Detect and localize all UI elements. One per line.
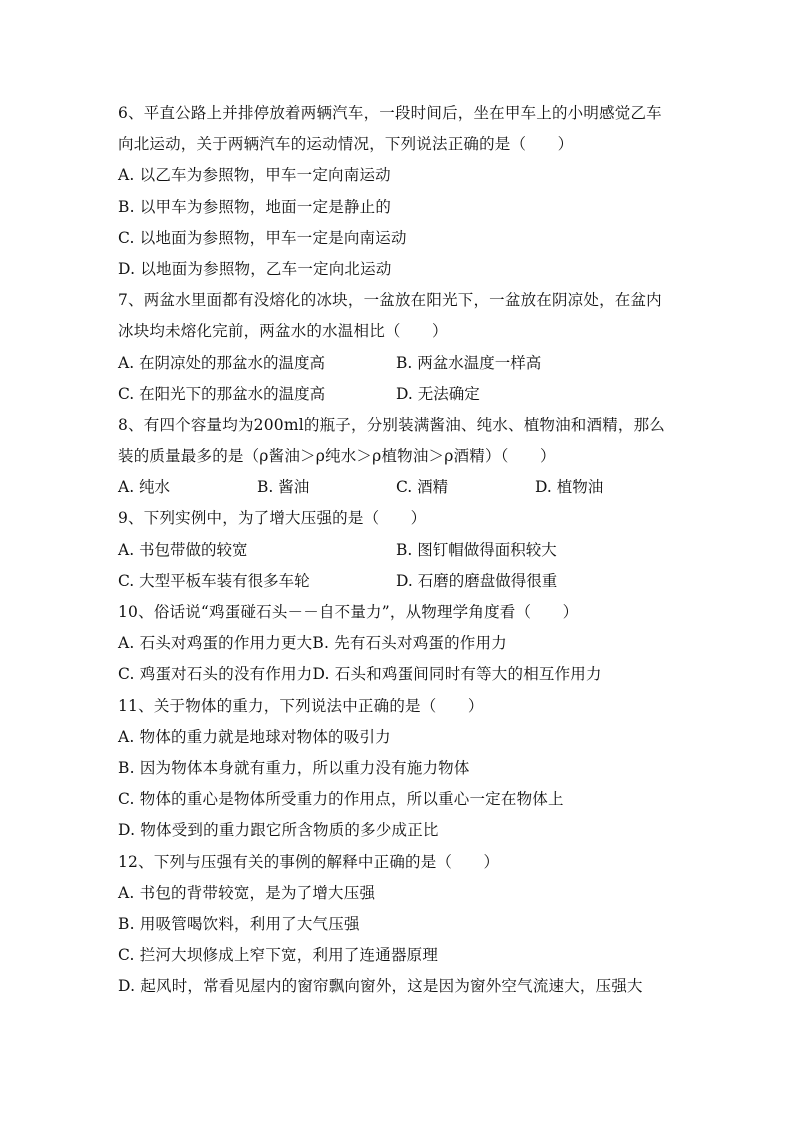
question-11-option-a: A. 物体的重力就是地球对物体的吸引力 (118, 727, 391, 746)
question-12-option-a: A. 书包的背带较宽，是为了增大压强 (118, 883, 376, 902)
question-6-option-c: C. 以地面为参照物，甲车一定是向南运动 (118, 228, 407, 247)
question-12-option-d: D. 起风时，常看见屋内的窗帘飘向窗外，这是因为窗外空气流速大，压强大 (118, 977, 643, 996)
question-10-stem: 10、俗话说“鸡蛋碰石头－－自不量力”，从物理学角度看（ ） (118, 603, 579, 621)
question-9-stem: 9、下列实例中，为了增大压强的是（ ） (118, 509, 427, 528)
question-6-option-d: D. 以地面为参照物，乙车一定向北运动 (118, 259, 392, 278)
question-9-options-row-2 (118, 566, 678, 597)
question-9-options-row-1 (118, 535, 678, 566)
question-7-stem-line-2: 冰块均未熔化完前，两盆水的水温相比（ ） (118, 322, 448, 341)
question-9-option-c: C. 大型平板车装有很多车轮 (118, 571, 310, 590)
question-12-option-c: C. 拦河大坝修成上窄下宽，利用了连通器原理 (118, 946, 439, 965)
question-9-option-a: A. 书包带做的较宽 (118, 540, 248, 559)
question-8-stem-line-1: 8、有四个容量均为200ml的瓶子，分别装满酱油、纯水、植物油和酒精，那么 (118, 415, 666, 434)
question-7-stem-line-1: 7、两盆水里面都有没熔化的冰块，一盆放在阳光下，一盆放在阴凉处，在盆内 (118, 291, 662, 310)
question-9-option-d: D. 石磨的磨盘做得很重 (396, 571, 558, 590)
question-list (118, 98, 678, 1002)
question-8-option-a: A. 纯水 (118, 478, 171, 497)
question-10-options-ab: A. 石头对鸡蛋的作用力更大B. 先有石头对鸡蛋的作用力 (118, 634, 507, 653)
question-8-stem-line-2: 装的质量最多的是（ρ酱油＞ρ纯水＞ρ植物油＞ρ酒精）（ ） (118, 447, 556, 466)
question-8-option-d: D. 植物油 (535, 478, 604, 497)
question-7-option-d: D. 无法确定 (396, 384, 480, 403)
question-7-options-row-2 (118, 379, 678, 410)
question-7-option-b: B. 两盆水温度一样高 (396, 353, 542, 372)
question-11-option-b: B. 因为物体本身就有重力，所以重力没有施力物体 (118, 758, 470, 777)
question-8-option-c: C. 酒精 (396, 478, 449, 497)
question-9-option-b: B. 图钉帽做得面积较大 (396, 540, 557, 559)
question-11-stem: 11、关于物体的重力，下列说法中正确的是（ ） (118, 696, 484, 715)
question-10-options-cd: C. 鸡蛋对石头的没有作用力D. 石头和鸡蛋间同时有等大的相互作用力 (118, 665, 602, 684)
question-8-options-row (118, 472, 678, 503)
question-7-options-row-1 (118, 348, 678, 379)
question-7-option-c: C. 在阳光下的那盆水的温度高 (118, 384, 326, 403)
question-6-stem-line-1: 6、平直公路上并排停放着两辆汽车，一段时间后，坐在甲车上的小明感觉乙车 (118, 104, 662, 122)
question-11-option-d: D. 物体受到的重力跟它所含物质的多少成正比 (118, 821, 439, 840)
question-12-option-b: B. 用吸管喝饮料，利用了大气压强 (118, 914, 360, 933)
question-12-stem: 12、下列与压强有关的事例的解释中正确的是（ ） (118, 852, 500, 871)
question-6-option-a: A. 以乙车为参照物，甲车一定向南运动 (118, 166, 391, 185)
question-7-option-a: A. 在阴凉处的那盆水的温度高 (118, 353, 326, 372)
question-11-option-c: C. 物体的重心是物体所受重力的作用点，所以重心一定在物体上 (118, 790, 564, 809)
question-8-option-b: B. 酱油 (257, 478, 310, 497)
question-6-option-b: B. 以甲车为参照物，地面一定是静止的 (118, 197, 392, 216)
question-6-stem-line-2: 向北运动，关于两辆汽车的运动情况，下列说法正确的是（ ） (118, 135, 574, 154)
